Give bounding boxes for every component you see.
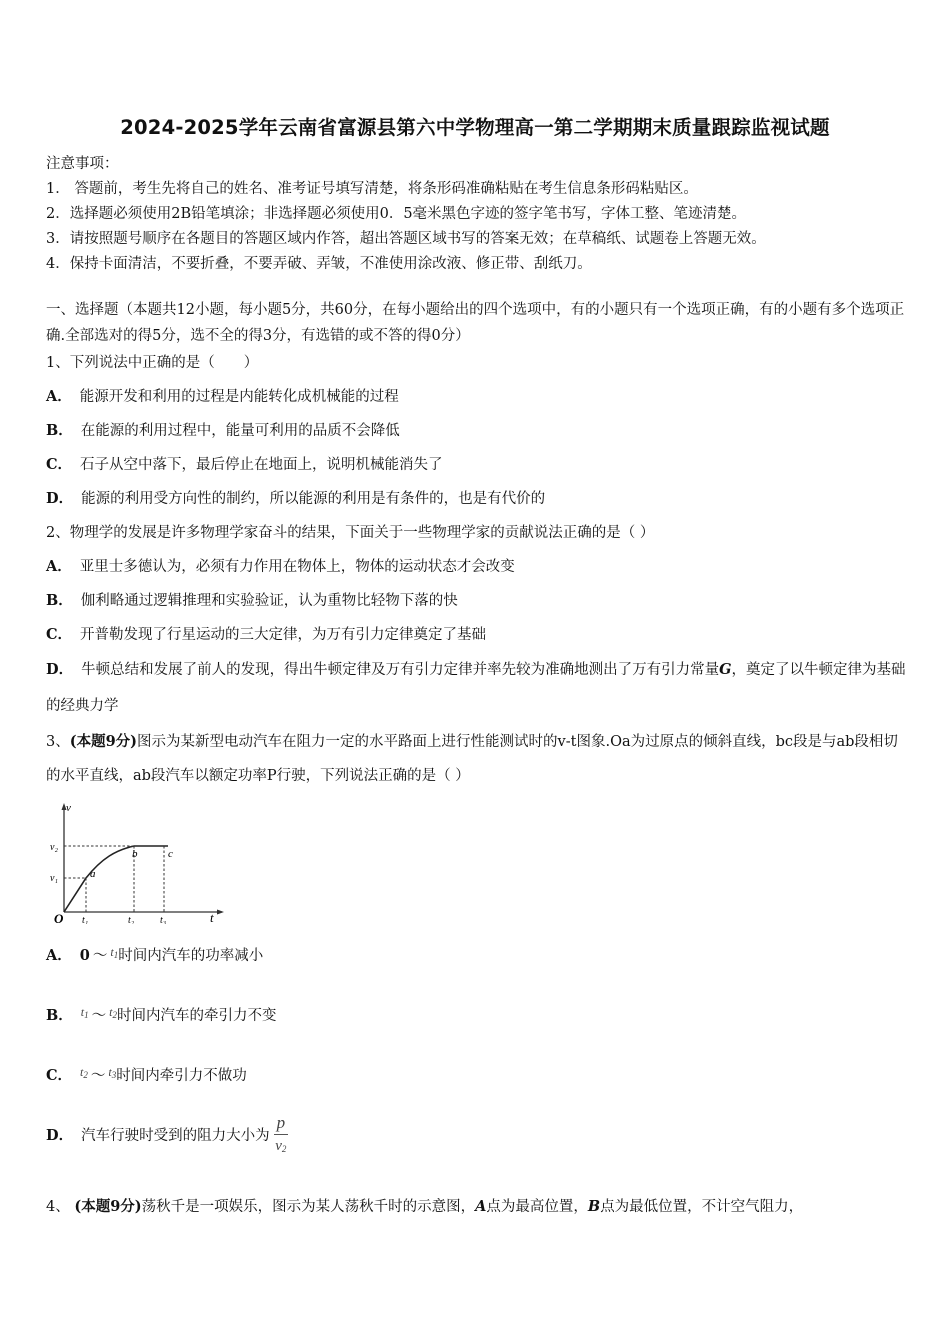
option-math: ～ [91, 1008, 107, 1024]
option-text: 时间内牵引力不做功 [116, 1068, 247, 1084]
v2-label: v₂ [50, 842, 58, 853]
option-math [80, 1065, 88, 1079]
question-text: 荡秋千是一项娱乐，图示为某人荡秋千时的示意图， [141, 1199, 476, 1215]
option-label: B． [46, 592, 73, 609]
time-symbol: t [109, 1005, 113, 1019]
x-axis-arrow-icon [217, 910, 224, 915]
time-subscript: 3 [111, 1070, 117, 1080]
option-label: B． [46, 422, 73, 439]
time-symbol: t [80, 1005, 85, 1019]
option-math [110, 945, 118, 959]
time-symbol: t [110, 945, 114, 959]
q1-option-a [46, 385, 399, 406]
option-text: 伽利略通过逻辑推理和实验验证，认为重物比轻物下落的快 [80, 593, 458, 609]
question-number: 3、 [46, 734, 70, 750]
question-4-stem [46, 1195, 803, 1216]
q3-option-c [46, 1064, 247, 1085]
point-a-label: a [90, 868, 96, 880]
q2-option-d [46, 652, 908, 724]
question-1-stem: 1、下列说法中正确的是（ ） [46, 355, 259, 371]
time-subscript: 2 [83, 1070, 88, 1080]
option-label: D． [46, 1127, 74, 1144]
q2-option-c [46, 623, 486, 644]
option-label: D． [46, 661, 74, 678]
question-3-stem [46, 725, 908, 793]
question-2-stem: 2、物理学的发展是许多物理学家奋斗的结果，下面关于一些物理学家的贡献说法正确的是（ ） [46, 525, 655, 541]
option-text: 亚里士多德认为，必须有力作用在物体上，物体的运动状态才会改变 [79, 559, 515, 575]
option-text: 时间内汽车的牵引力不变 [116, 1008, 277, 1024]
question-text: 点为最高位置， [486, 1199, 588, 1215]
page-title: 2024-2025学年云南省富源县第六中学物理高一第二学期期末质量跟踪监视试题 [120, 116, 830, 139]
t2-label: t₂ [128, 915, 135, 924]
y-axis-label: v [66, 802, 71, 814]
q3-option-b [46, 1004, 276, 1025]
power-over-velocity-fraction [274, 1112, 289, 1160]
question-score: (本题9分) [74, 1198, 142, 1215]
option-label: D． [46, 490, 74, 507]
fraction-denominator [274, 1135, 289, 1160]
q1-option-b [46, 419, 400, 440]
q2-option-b [46, 589, 458, 610]
fraction-numerator: p [274, 1112, 289, 1135]
option-text: 石子从空中落下，最后停止在地面上，说明机械能消失了 [80, 457, 443, 473]
option-text: 能源的利用受方向性的制约，所以能源的利用是有条件的，也是有代价的 [81, 491, 546, 507]
option-math [109, 1005, 117, 1019]
notice-item: 3．请按照题号顺序在各题目的答题区域内作答，超出答题区域书写的答案无效；在草稿纸、试题卷上答题无效。 [46, 231, 766, 247]
time-subscript: 1 [84, 1010, 89, 1020]
time-symbol: t [80, 1065, 84, 1079]
q1-option-c [46, 453, 443, 474]
option-math [81, 1005, 89, 1019]
option-math: ～ [90, 1068, 106, 1084]
section-heading: 一、选择题（本题共12小题，每小题5分，共60分，在每小题给出的四个选项中，有的小题只有一个选项正确，有的小题有多个选项正确.全部选对的得5分，选不全的得3分，有选错的或不答的得0分） [46, 302, 905, 344]
t3-label: t₃ [160, 915, 167, 924]
notice-item: 2．选择题必须使用2B铅笔填涂；非选择题必须使用0．5毫米黑色字迹的签字笔书写，字体工整、笔迹清楚。 [46, 206, 747, 222]
question-number: 4、 [46, 1199, 70, 1215]
option-text: ，奠定了以牛顿定律为基础的经典力学 [46, 662, 906, 714]
option-label: C． [46, 626, 73, 643]
q1-option-d [46, 487, 545, 508]
q3-option-a [46, 944, 263, 965]
point-a-symbol: A [475, 1198, 487, 1215]
time-subscript: 1 [113, 950, 119, 960]
point-c-label: c [168, 848, 173, 860]
option-label: C． [46, 1067, 73, 1084]
point-b-label: b [132, 848, 138, 860]
option-label: A． [46, 388, 72, 405]
question-text: 点为最低位置，不计空气阻力， [600, 1199, 804, 1215]
t1-label: t₁ [82, 915, 89, 924]
vt-curve [64, 846, 168, 912]
option-text: 能源开发和利用的过程是内能转化成机械能的过程 [79, 389, 399, 405]
time-symbol: t [108, 1065, 112, 1079]
velocity-symbol: v [275, 1138, 282, 1154]
option-label: A． [46, 947, 72, 964]
option-label: B． [46, 1007, 73, 1024]
notice-item: 1． 答题前，考生先将自己的姓名、准考证号填写清楚，将条形码准确粘贴在考生信息条形码粘贴区。 [46, 181, 698, 197]
v1-label: v₁ [50, 873, 58, 884]
option-label: C． [46, 456, 73, 473]
point-b-symbol: B [587, 1198, 601, 1215]
x-axis-label: t [210, 910, 214, 924]
notice-heading: 注意事项： [46, 156, 119, 172]
origin-label: O [54, 911, 64, 924]
option-math: ～ [92, 948, 108, 964]
option-math [108, 1065, 116, 1079]
q3-option-d [46, 1112, 292, 1160]
time-subscript: 2 [112, 1010, 117, 1020]
option-text: 时间内汽车的功率减小 [118, 948, 264, 964]
vt-graph [46, 800, 232, 924]
q2-option-a [46, 555, 515, 576]
question-score: (本题9分) [69, 733, 138, 750]
velocity-subscript: 2 [281, 1144, 287, 1154]
option-math: 0 [79, 947, 90, 964]
option-text: 在能源的利用过程中，能量可利用的品质不会降低 [80, 423, 400, 439]
notice-item: 4．保持卡面清洁，不要折叠，不要弄破、弄皱，不准使用涂改液、修正带、刮纸刀。 [46, 256, 592, 272]
option-label: A． [46, 558, 72, 575]
option-text: 汽车行驶时受到的阻力大小为 [81, 1128, 270, 1144]
gravitational-constant-symbol: G [719, 661, 732, 678]
option-text: 开普勒发现了行星运动的三大定律，为万有引力定律奠定了基础 [80, 627, 487, 643]
option-text: 牛顿总结和发展了前人的发现，得出牛顿定律及万有引力定律并率先较为准确地测出了万有引力常量 [81, 662, 720, 678]
question-text: 图示为某新型电动汽车在阻力一定的水平路面上进行性能测试时的v-t图象.Oa为过原点的倾斜直线，bc段是与ab段相切的水平直线，ab段汽车以额定功率P行驶，下列说法正确的是（ ） [46, 734, 898, 784]
